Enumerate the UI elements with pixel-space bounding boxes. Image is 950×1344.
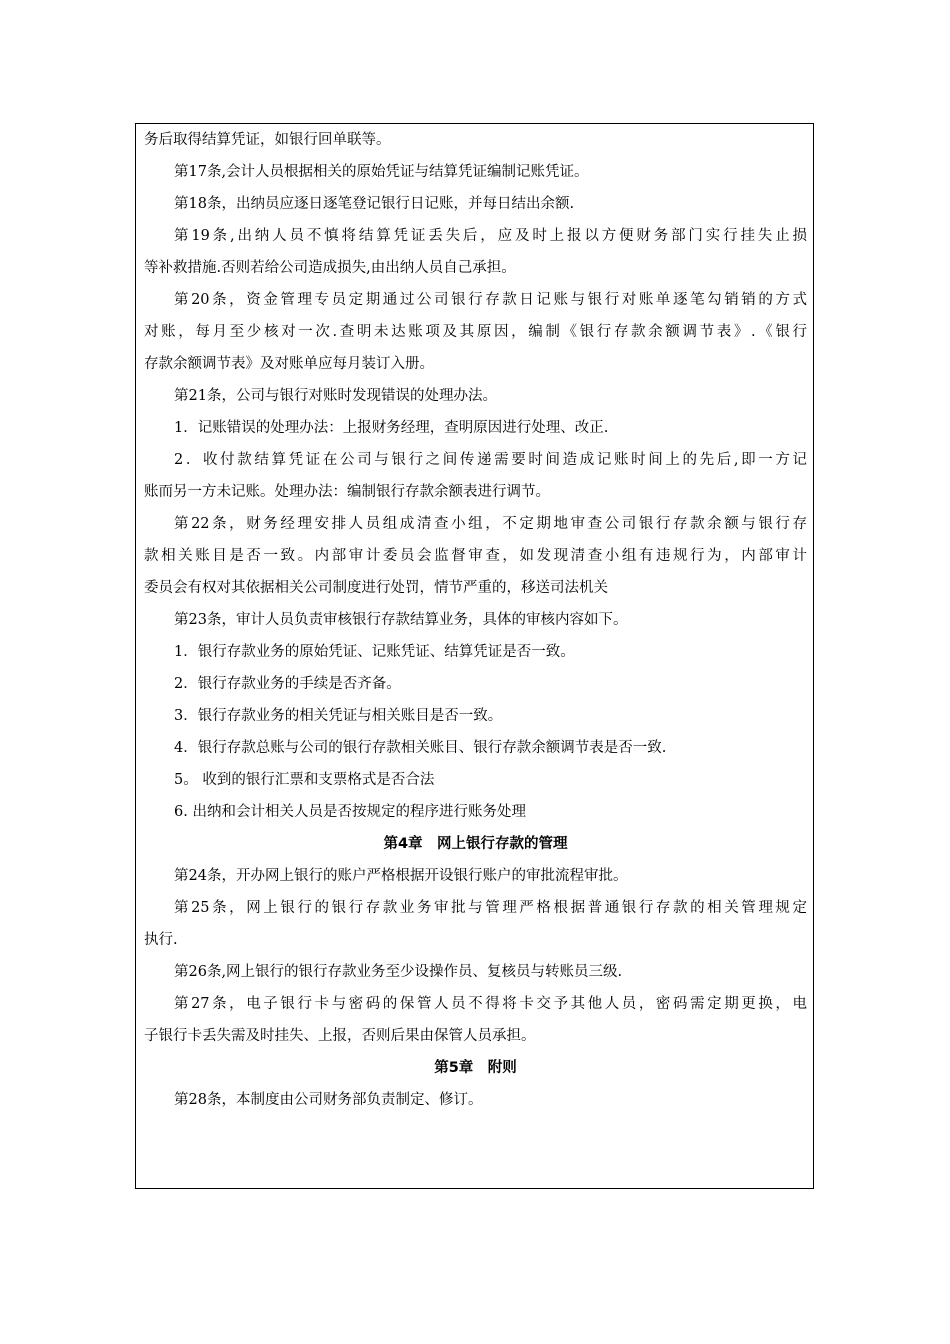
- text-line: 3．银行存款业务的相关凭证与相关账目是否一致。: [174, 708, 503, 724]
- text-line: 第24条，开办网上银行的账户严格根据开设银行账户的审批流程审批。: [174, 868, 628, 884]
- text-line: 第21条，公司与银行对账时发现错误的处理办法。: [174, 388, 497, 404]
- document-frame: [135, 123, 814, 1189]
- text-line: 第17条,会计人员根据相关的原始凭证与结算凭证编制记账凭证。: [174, 164, 589, 180]
- text-line: 2．银行存款业务的手续是否齐备。: [174, 676, 401, 692]
- chapter-heading: 第5章 附则: [434, 1060, 517, 1076]
- text-line: 务后取得结算凭证，如银行回单联等。: [144, 132, 391, 148]
- text-line: 2．收付款结算凭证在公司与银行之间传递需要时间造成记账时间上的先后,即一方记: [174, 452, 807, 468]
- text-line: 1．银行存款业务的原始凭证、记账凭证、结算凭证是否一致。: [174, 644, 575, 660]
- text-line: 第20条，资金管理专员定期通过公司银行存款日记账与银行对账单逐笔勾销销的方式: [174, 292, 807, 308]
- text-line: 第18条，出纳员应逐日逐笔登记银行日记账，并每日结出余额.: [174, 196, 575, 212]
- text-line: 执行.: [144, 932, 178, 948]
- text-line: 第25条，网上银行的银行存款业务审批与管理严格根据普通银行存款的相关管理规定: [174, 900, 807, 916]
- text-line: 子银行卡丢失需及时挂失、上报，否则后果由保管人员承担。: [144, 1028, 536, 1044]
- text-line: 第28条，本制度由公司财务部负责制定、修订。: [174, 1092, 483, 1108]
- text-line: 第26条,网上银行的银行存款业务至少设操作员、复核员与转账员三级.: [174, 964, 623, 980]
- text-line: 对账，每月至少核对一次.查明未达账项及其原因，编制《银行存款余额调节表》.《银行: [144, 324, 807, 340]
- text-line: 款相关账目是否一致。内部审计委员会监督审查，如发现清查小组有违规行为，内部审计: [144, 548, 807, 564]
- text-line: 1．记账错误的处理办法：上报财务经理，查明原因进行处理、改正.: [174, 420, 609, 436]
- text-line: 等补救措施.否则若给公司造成损失,由出纳人员自己承担。: [144, 260, 516, 276]
- text-line: 6. 出纳和会计相关人员是否按规定的程序进行账务处理: [174, 804, 526, 820]
- text-line: 存款余额调节表》及对账单应每月装订入册。: [144, 356, 434, 372]
- text-line: 第27条，电子银行卡与密码的保管人员不得将卡交予其他人员，密码需定期更换，电: [174, 996, 807, 1012]
- text-line: 第23条，审计人员负责审核银行存款结算业务，具体的审核内容如下。: [174, 612, 628, 628]
- text-line: 委员会有权对其依据相关公司制度进行处罚，情节严重的，移送司法机关: [144, 580, 608, 596]
- text-line: 第19条,出纳人员不慎将结算凭证丢失后，应及时上报以方便财务部门实行挂失止损: [174, 228, 807, 244]
- text-line: 账而另一方未记账。处理办法：编制银行存款余额表进行调节。: [144, 484, 550, 500]
- text-line: 4．银行存款总账与公司的银行存款相关账目、银行存款余额调节表是否一致.: [174, 740, 667, 756]
- chapter-heading: 第4章 网上银行存款的管理: [383, 836, 568, 852]
- text-line: 5。 收到的银行汇票和支票格式是否合法: [174, 772, 435, 788]
- text-line: 第22条，财务经理安排人员组成清查小组，不定期地审查公司银行存款余额与银行存: [174, 516, 807, 532]
- document-body: [144, 124, 807, 1116]
